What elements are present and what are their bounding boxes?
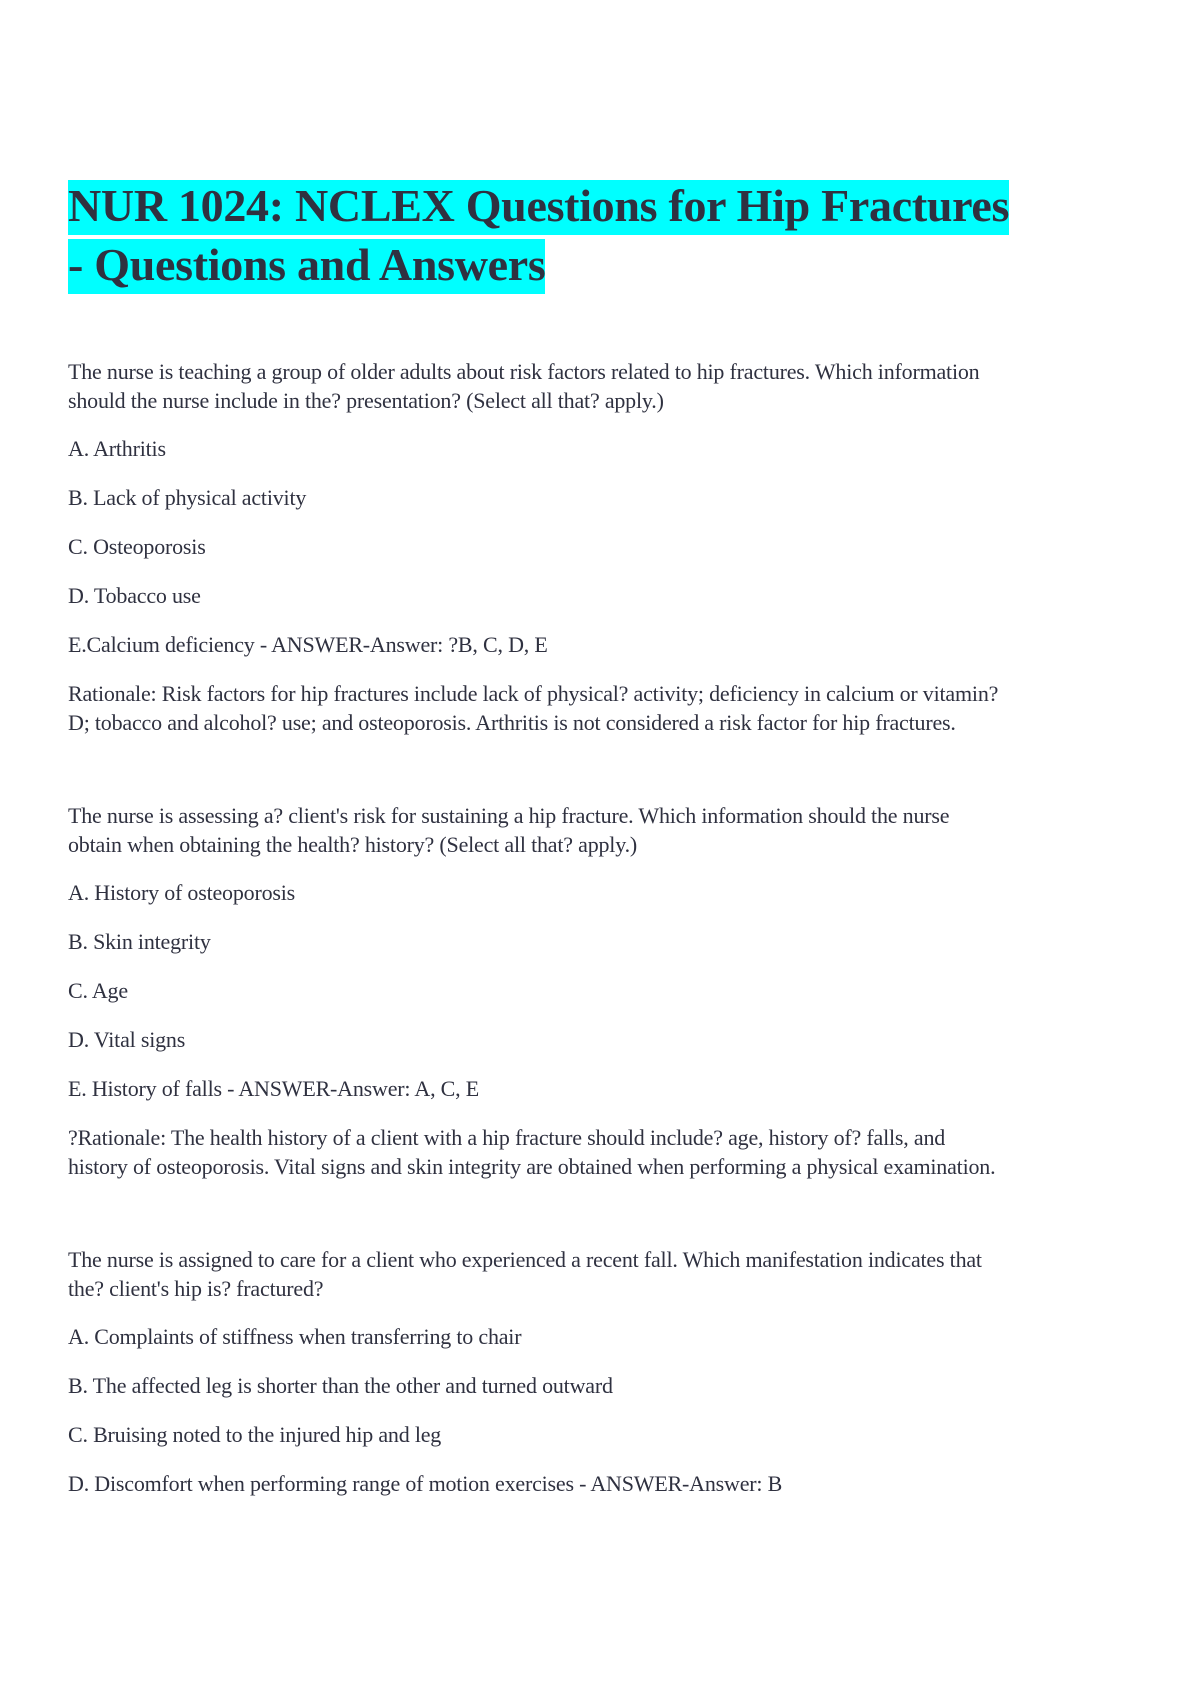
- question-1-option-e-answer: E.Calcium deficiency - ANSWER-Answer: ?B, C, D, E: [68, 632, 548, 657]
- question-1-rationale-line-2: D; tobacco and alcohol? use; and osteoporosis. Arthritis is not considered a risk factor for hip fractures.: [68, 710, 956, 735]
- question-1-option-a: A. Arthritis: [68, 436, 166, 461]
- question-3-option-d-answer: D. Discomfort when performing range of motion exercises - ANSWER-Answer: B: [68, 1471, 783, 1496]
- question-1-option-d: D. Tobacco use: [68, 583, 201, 608]
- question-1-stem-line-2: should the nurse include in the? presentation? (Select all that? apply.): [68, 388, 664, 413]
- question-1-option-b: B. Lack of physical activity: [68, 485, 307, 510]
- question-2-option-d: D. Vital signs: [68, 1027, 186, 1052]
- question-2-option-c: C. Age: [68, 978, 128, 1003]
- question-3-option-b: B. The affected leg is shorter than the other and turned outward: [68, 1373, 613, 1398]
- question-3-option-c: C. Bruising noted to the injured hip and leg: [68, 1422, 442, 1447]
- question-3-option-a: A. Complaints of stiffness when transferring to chair: [68, 1324, 522, 1349]
- title-line-1: NUR 1024: NCLEX Questions for Hip Fractures: [68, 180, 1009, 235]
- question-2-rationale-line-2: history of osteoporosis. Vital signs and skin integrity are obtained when performing a physical examination.: [68, 1154, 996, 1179]
- question-1-option-c: C. Osteoporosis: [68, 534, 206, 559]
- question-2-rationale-line-1: ?Rationale: The health history of a client with a hip fracture should include? age, history of? falls, and: [68, 1125, 946, 1150]
- question-1-rationale-line-1: Rationale: Risk factors for hip fractures include lack of physical? activity; deficiency in calcium or vitamin?: [68, 681, 999, 706]
- question-2-option-a: A. History of osteoporosis: [68, 880, 296, 905]
- question-2-stem-line-2: obtain when obtaining the health? history? (Select all that? apply.): [68, 832, 638, 857]
- question-2-stem-line-1: The nurse is assessing a? client's risk for sustaining a hip fracture. Which information should the nurse: [68, 803, 950, 828]
- title-line-2: - Questions and Answers: [68, 239, 545, 294]
- question-1-stem-line-1: The nurse is teaching a group of older adults about risk factors related to hip fractures. Which information: [68, 359, 980, 384]
- question-3-stem-line-2: the? client's hip is? fractured?: [68, 1276, 324, 1301]
- document-title: [68, 176, 1009, 294]
- question-2-option-b: B. Skin integrity: [68, 929, 211, 954]
- question-3-stem-line-1: The nurse is assigned to care for a client who experienced a recent fall. Which manifestation indicates that: [68, 1247, 982, 1272]
- question-2-option-e-answer: E. History of falls - ANSWER-Answer: A, C, E: [68, 1076, 479, 1101]
